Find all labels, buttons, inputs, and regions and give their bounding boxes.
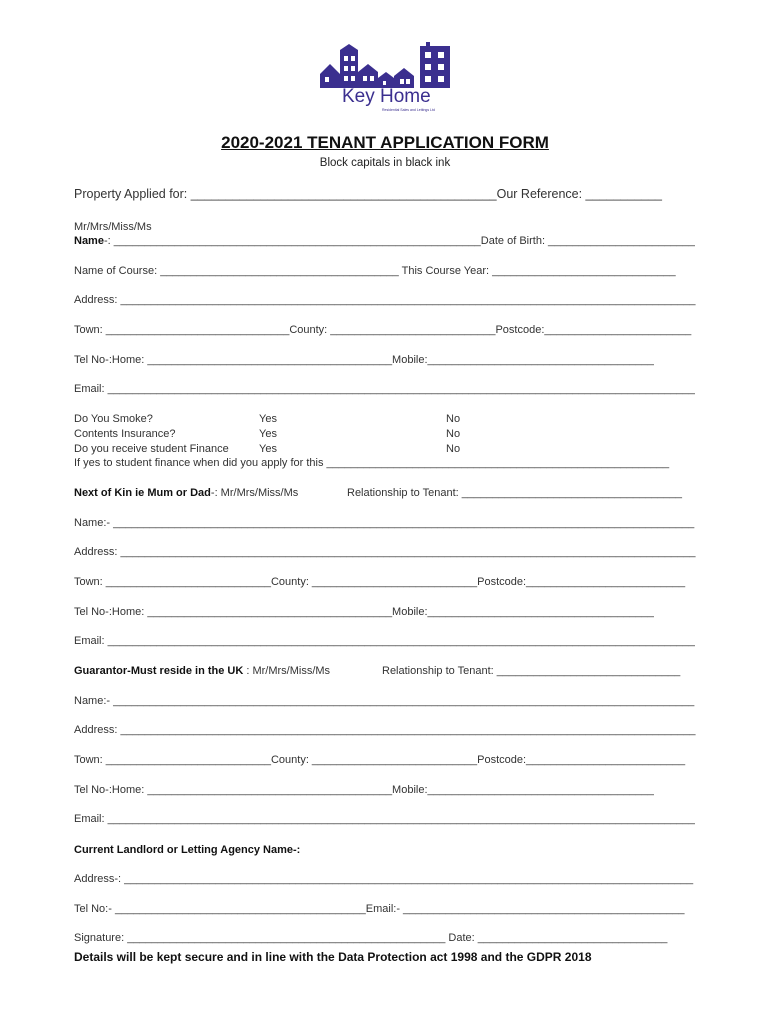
next-of-kin-label: Next of Kin ie Mum or Dad <box>74 487 211 499</box>
name-dob-rest: -: ____________________________________________________________Date of Birth: ________________________ <box>103 235 695 247</box>
finance-apply-date-field[interactable]: If yes to student finance when did you apply for this ________________________________________________________ <box>74 457 670 469</box>
next-of-kin-name-field[interactable]: Name:- _______________________________________________________________________________________________ <box>74 517 695 529</box>
insurance-no-option[interactable]: No <box>446 428 461 440</box>
landlord-label: Current Landlord or Letting Agency Name <box>74 844 294 856</box>
signature-date-field[interactable]: Signature: ____________________________________________________ Date: _______________________________ <box>74 932 668 944</box>
question-smoke: Do You Smoke? <box>74 413 153 425</box>
guarantor-heading <box>74 665 330 677</box>
tel-mobile-field[interactable]: Tel No-:Home: ________________________________________Mobile:_____________________________________ <box>74 354 654 366</box>
guarantor-town-field[interactable]: Town: ___________________________County: ___________________________Postcode:__________________________ <box>74 754 686 766</box>
next-of-kin-address-field[interactable]: Address: ______________________________________________________________________________________________ <box>74 546 696 558</box>
form-subtitle: Block capitals in black ink <box>319 157 451 169</box>
insurance-yes-option[interactable]: Yes <box>259 428 277 440</box>
data-protection-notice: Details will be kept secure and in line with the Data Protection act 1998 and the GDPR 2018 <box>74 950 592 964</box>
landlord-heading <box>74 844 300 856</box>
smoke-no-option[interactable]: No <box>446 413 461 425</box>
course-field[interactable]: Name of Course: _______________________________________ This Course Year: ______________________________ <box>74 265 676 277</box>
name-label: Name <box>74 235 104 247</box>
next-of-kin-town-field[interactable]: Town: ___________________________County: ___________________________Postcode:__________________________ <box>74 576 686 588</box>
next-of-kin-heading <box>74 487 298 499</box>
next-of-kin-titles: -: Mr/Mrs/Miss/Ms <box>210 487 299 499</box>
guarantor-name-field[interactable]: Name:- _______________________________________________________________________________________________ <box>74 695 695 707</box>
guarantor-tel-field[interactable]: Tel No-:Home: ________________________________________Mobile:_____________________________________ <box>74 784 654 796</box>
next-of-kin-relationship-field[interactable]: Relationship to Tenant: ____________________________________ <box>347 487 683 499</box>
email-field[interactable]: Email: ________________________________________________________________________________________________ <box>74 383 695 395</box>
next-of-kin-email-field[interactable]: Email: ________________________________________________________________________________________________ <box>74 635 695 647</box>
guarantor-titles: : Mr/Mrs/Miss/Ms <box>243 665 331 677</box>
landlord-tel-email-field[interactable]: Tel No:- _________________________________________Email:- ______________________________________________ <box>74 903 685 915</box>
title-options: Mr/Mrs/Miss/Ms <box>74 221 152 233</box>
next-of-kin-tel-field[interactable]: Tel No-:Home: ________________________________________Mobile:_____________________________________ <box>74 606 654 618</box>
logo-tagline: Residential Sales and Lettings Ltd <box>382 108 435 112</box>
landlord-address-field[interactable]: Address-: _____________________________________________________________________________________________ <box>74 873 694 885</box>
guarantor-label: Guarantor-Must reside in the UK <box>74 665 244 677</box>
guarantor-email-field[interactable]: Email: ________________________________________________________________________________________________ <box>74 813 695 825</box>
guarantor-address-field[interactable]: Address: ______________________________________________________________________________________________ <box>74 724 696 736</box>
property-applied-field[interactable]: Property Applied for: ____________________________________________Our Reference: ___________ <box>74 187 663 201</box>
question-contents-insurance: Contents Insurance? <box>74 428 176 440</box>
smoke-yes-option[interactable]: Yes <box>259 413 277 425</box>
guarantor-relationship-field[interactable]: Relationship to Tenant: ______________________________ <box>382 665 681 677</box>
finance-no-option[interactable]: No <box>446 443 461 455</box>
question-student-finance: Do you receive student Finance <box>74 443 229 455</box>
form-title: 2020-2021 TENANT APPLICATION FORM <box>221 133 549 152</box>
town-county-postcode-field[interactable]: Town: ______________________________County: ___________________________Postcode:________________________ <box>74 324 692 336</box>
landlord-label-suffix: -: <box>293 844 301 856</box>
finance-yes-option[interactable]: Yes <box>259 443 277 455</box>
name-dob-field[interactable] <box>74 235 695 247</box>
address-field[interactable]: Address: ______________________________________________________________________________________________ <box>74 294 696 306</box>
key-home-logo <box>316 40 456 116</box>
logo-brand-text: Key Home <box>342 86 431 107</box>
